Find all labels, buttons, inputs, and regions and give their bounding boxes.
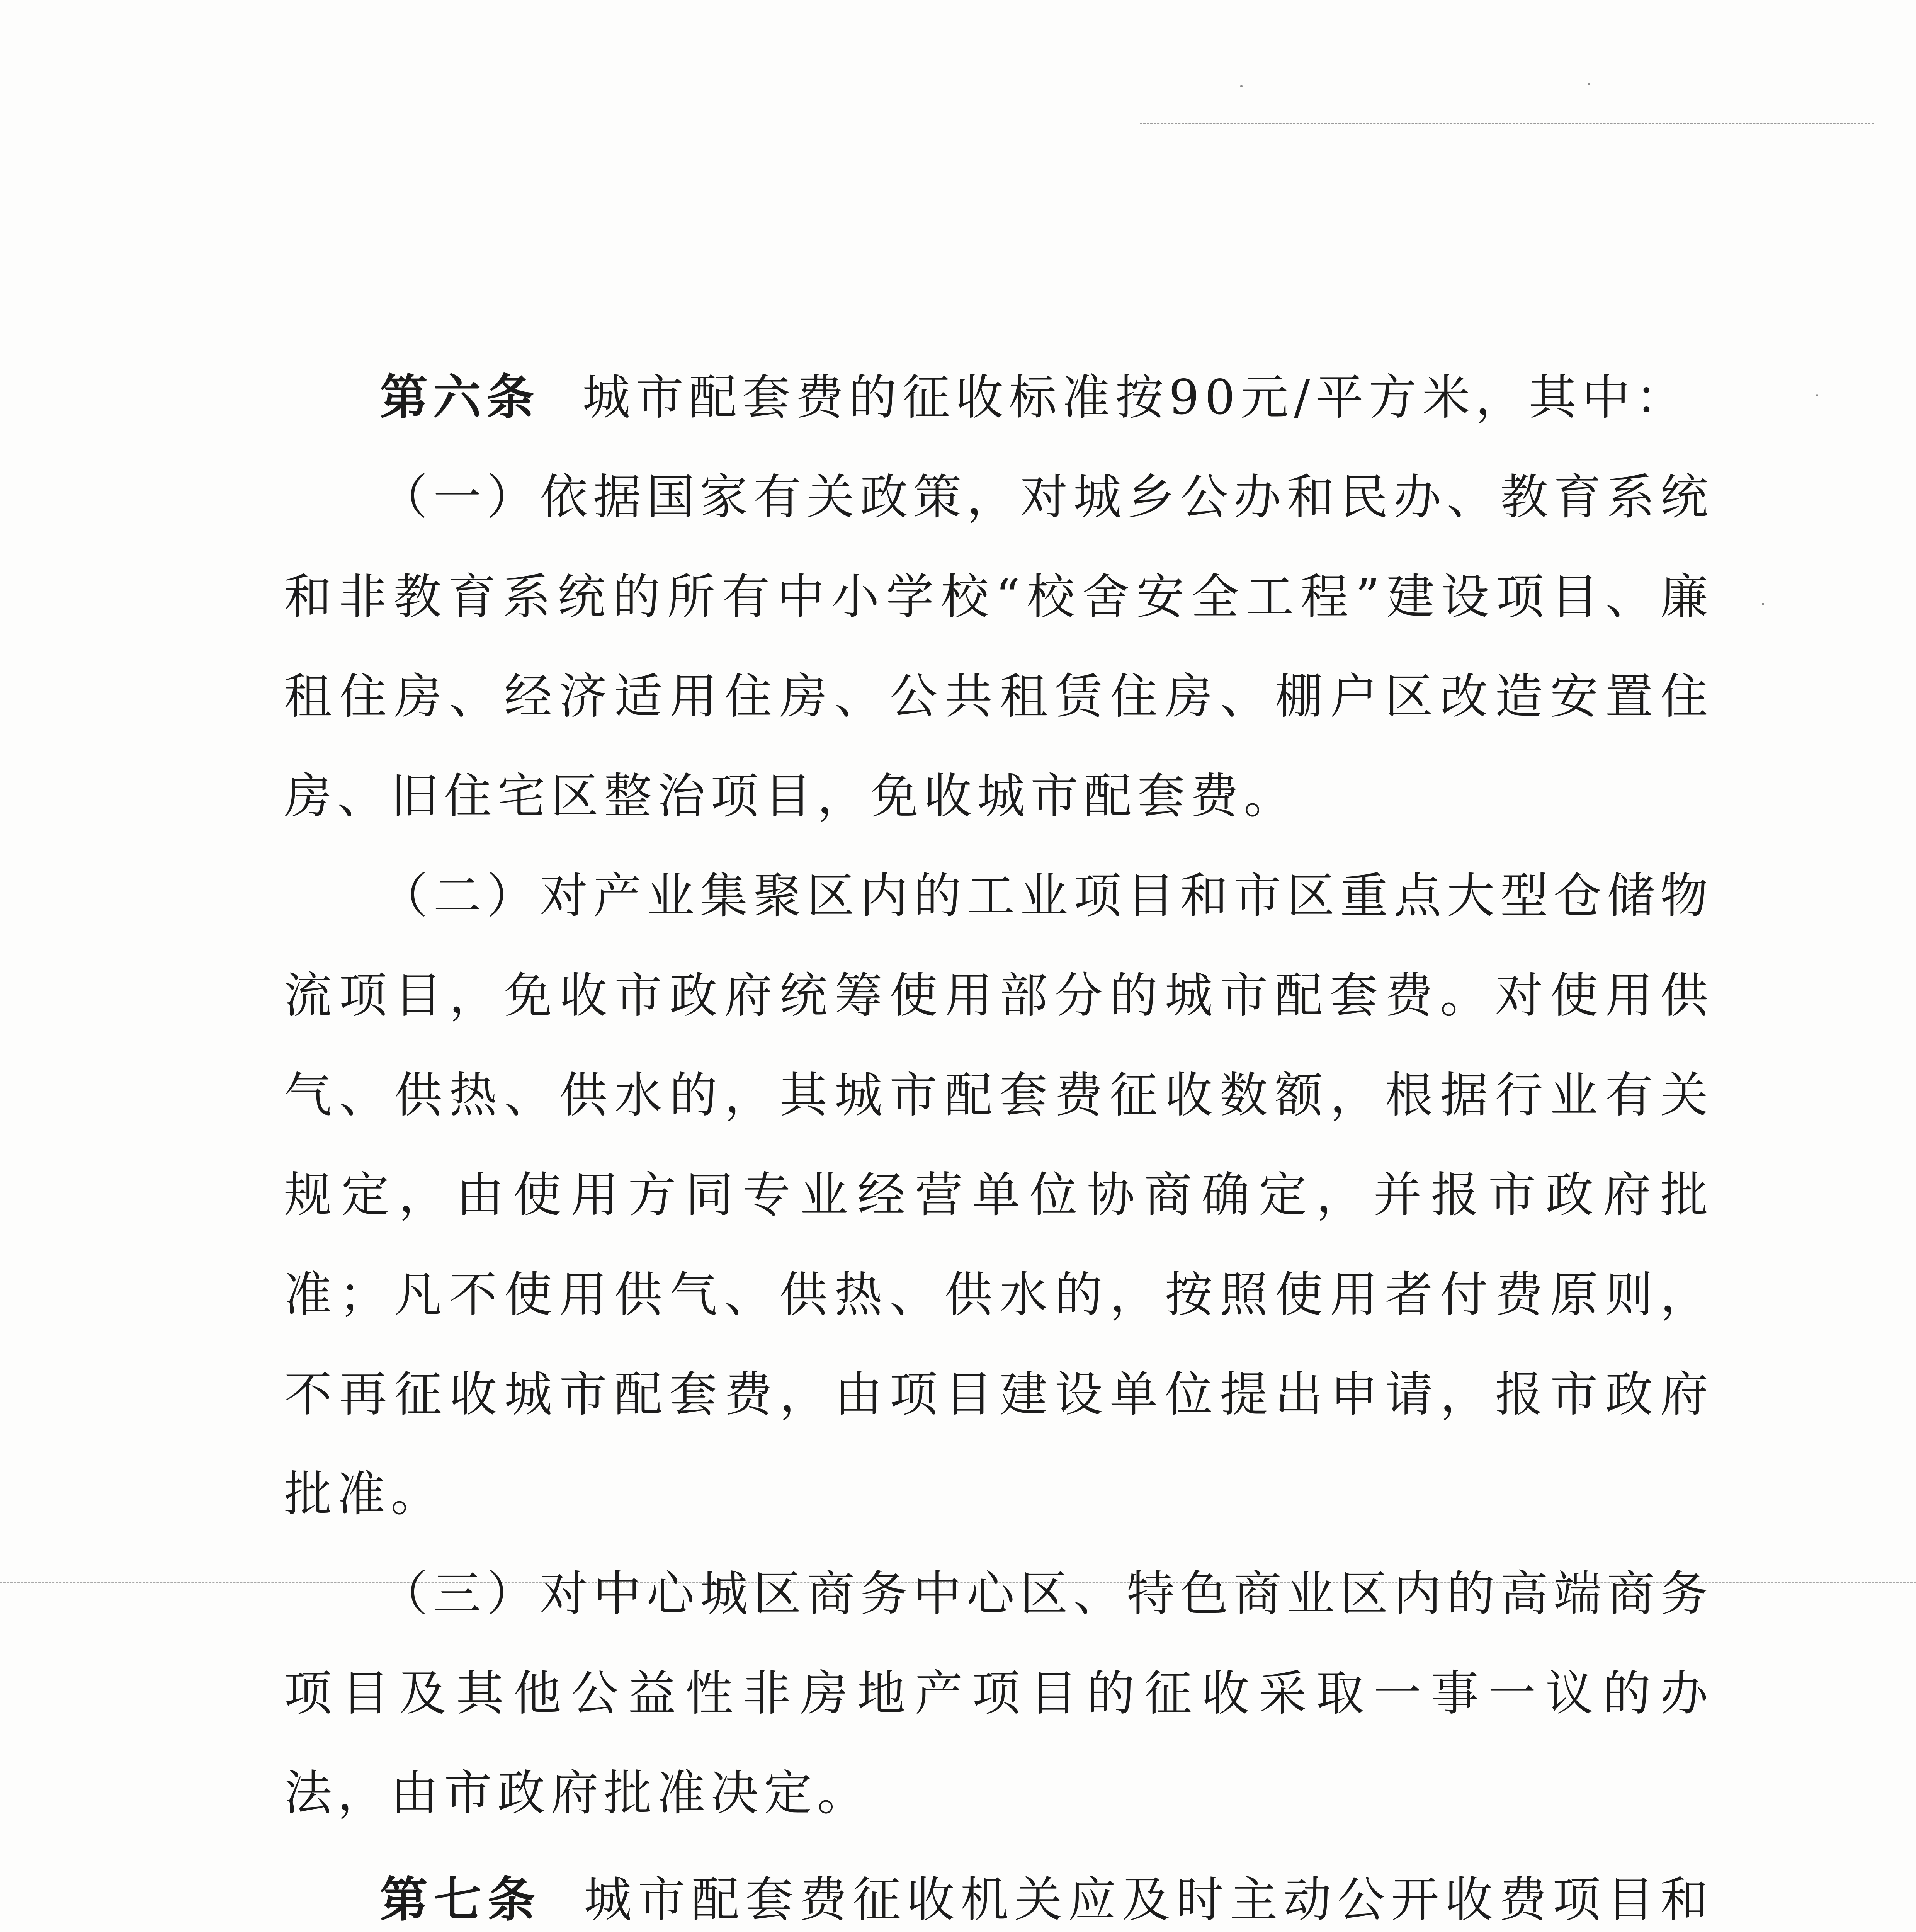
article-text: 城市配套费征收机关应及时主动公开收费项目和 (583, 1872, 1714, 1928)
clause-2 (284, 846, 1714, 1544)
article-heading: 第七条 (380, 1872, 541, 1928)
document-body (284, 348, 1714, 1932)
scan-artifact-line-top (1140, 123, 1874, 124)
clause-text: （三）对中心城区商务中心区、特色商业区内的高端商务项目及其他公益性非房地产项目的征收采取一事一议的办法，由市政府批准决定。 (284, 1566, 1714, 1821)
article-6 (284, 348, 1714, 447)
scan-artifact-dot (1240, 85, 1243, 87)
scan-artifact-dot (1588, 83, 1590, 85)
scan-artifact-dot (1762, 603, 1764, 605)
clause-3 (284, 1544, 1714, 1843)
article-heading: 第六条 (380, 370, 540, 425)
article-text: 城市配套费的征收标准按90元/平方米，其中： (582, 370, 1689, 425)
scan-artifact-dot (1816, 394, 1818, 396)
article-7 (284, 1850, 1714, 1932)
clause-1 (284, 447, 1714, 846)
clause-text: （一）依据国家有关政策，对城乡公办和民办、教育系统和非教育系统的所有中小学校“校舍安全工程”建设项目、廉租住房、经济适用住房、公共租赁住房、棚户区改造安置住房、旧住宅区整治项目，免收城市配套费。 (284, 469, 1714, 824)
clause-text: （二）对产业集聚区内的工业项目和市区重点大型仓储物流项目，免收市政府统筹使用部分的城市配套费。对使用供气、供热、供水的，其城市配套费征收数额，根据行业有关规定，由使用方同专业经营单位协商确定，并报市政府批准；凡不使用供气、供热、供水的，按照使用者付费原则，不再征收城市配套费，由项目建设单位提出申请，报市政府批准。 (284, 868, 1714, 1522)
